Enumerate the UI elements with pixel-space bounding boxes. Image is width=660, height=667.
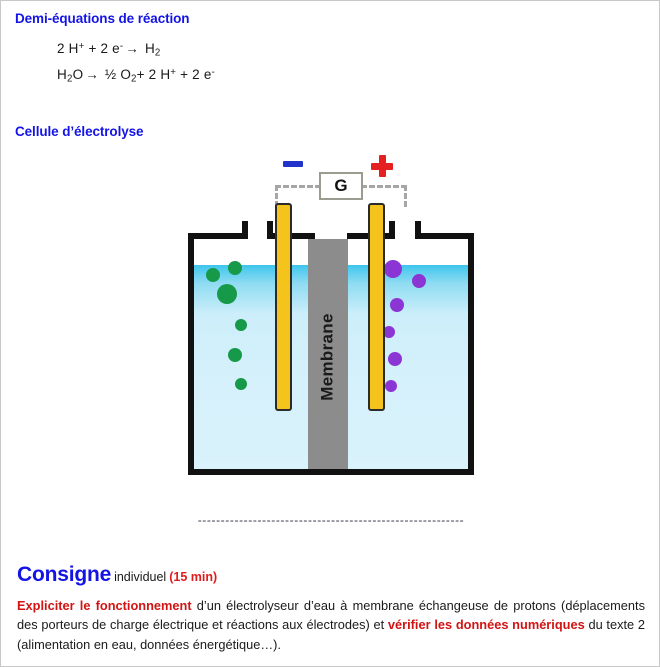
- equation-reduction-coef: 2 H: [57, 41, 79, 57]
- electrolysis-cell-diagram: [179, 159, 483, 479]
- consigne-title: Consigne: [17, 563, 112, 586]
- equation-oxidation-sub1: 2: [66, 73, 73, 85]
- wire-left-horizontal: [275, 185, 321, 188]
- equation-reduction-product: H: [141, 41, 155, 57]
- consigne-mode: individuel: [114, 570, 167, 584]
- beaker-rim-lip-3: [389, 221, 395, 239]
- proton-exchange-membrane: [308, 239, 348, 475]
- equation-oxidation-half: ½ O: [100, 67, 132, 83]
- hydrogen-bubbles-2: [217, 284, 237, 304]
- beaker-rim-segment-right: [415, 233, 474, 239]
- hydrogen-bubbles-1: [228, 261, 242, 275]
- beaker-rim-lip-1: [242, 221, 248, 239]
- negative-terminal-icon: [283, 161, 303, 167]
- heading-demi-equations: Demi-équations de réaction: [15, 11, 190, 26]
- positive-terminal-icon: [371, 155, 393, 177]
- oxygen-bubbles-1: [412, 274, 426, 288]
- equation-reduction-sup2: -: [119, 41, 124, 52]
- equation-oxidation-sup1: +: [170, 67, 177, 78]
- consigne-body: [17, 596, 645, 654]
- consigne-section: [17, 563, 645, 654]
- heading-cellule-electrolyse: Cellule d’électrolyse: [15, 124, 144, 139]
- generator-box: G: [319, 172, 363, 200]
- equation-oxidation-reactant: H: [57, 67, 67, 83]
- equation-reduction-sup1: +: [78, 41, 85, 52]
- beaker-bottom: [188, 469, 474, 475]
- dashed-separator: ----------------------------------------------------------: [197, 513, 465, 527]
- hydrogen-bubbles-3: [235, 319, 247, 331]
- equation-reduction-plus: + 2 e: [84, 41, 120, 57]
- membrane-label: Membrane: [318, 313, 337, 401]
- electrode-anode: [368, 203, 385, 411]
- consigne-text-1: d’un électrolyseur d’eau à membrane échangeuse de protons (déplacements des porteurs de charge électrique et réactions aux électrodes) et: [17, 598, 645, 633]
- equation-oxidation-mid: + 2 H: [136, 67, 171, 83]
- beaker-wall-right: [468, 233, 474, 475]
- wire-right-vertical: [404, 185, 407, 207]
- equation-oxidation-sup2: -: [211, 67, 215, 78]
- consigne-text-2: du texte 2 (alimentation en eau, données énergétique…).: [17, 617, 645, 652]
- hydrogen-bubbles-5: [235, 378, 247, 390]
- consigne-title-line: [17, 563, 645, 587]
- oxygen-bubbles-0: [384, 260, 402, 278]
- equation-oxidation: [57, 67, 215, 85]
- equation-oxidation-tail: + 2 e: [176, 67, 212, 83]
- equation-reduction: [57, 41, 161, 59]
- consigne-emphasis-2: vérifier les données numériques: [387, 617, 585, 633]
- hydrogen-bubbles-0: [206, 268, 220, 282]
- electrode-cathode: [275, 203, 292, 411]
- beaker-rim-segment-left: [188, 233, 242, 239]
- beaker-wall-left: [188, 233, 194, 475]
- equation-reduction-arrow-icon: →: [125, 41, 139, 57]
- consigne-duration: (15 min): [169, 570, 218, 584]
- equation-oxidation-arrow-icon: →: [85, 67, 99, 83]
- equation-oxidation-sub2: 2: [131, 73, 137, 85]
- oxygen-bubbles-4: [388, 352, 402, 366]
- oxygen-bubbles-5: [385, 380, 397, 392]
- oxygen-bubbles-2: [390, 298, 404, 312]
- consigne-emphasis-1: Expliciter le fonctionnement: [17, 598, 192, 613]
- hydrogen-bubbles-4: [228, 348, 242, 362]
- wire-right-horizontal: [361, 185, 407, 188]
- equation-reduction-sub: 2: [154, 47, 161, 59]
- equation-oxidation-reactant2: O: [72, 67, 84, 83]
